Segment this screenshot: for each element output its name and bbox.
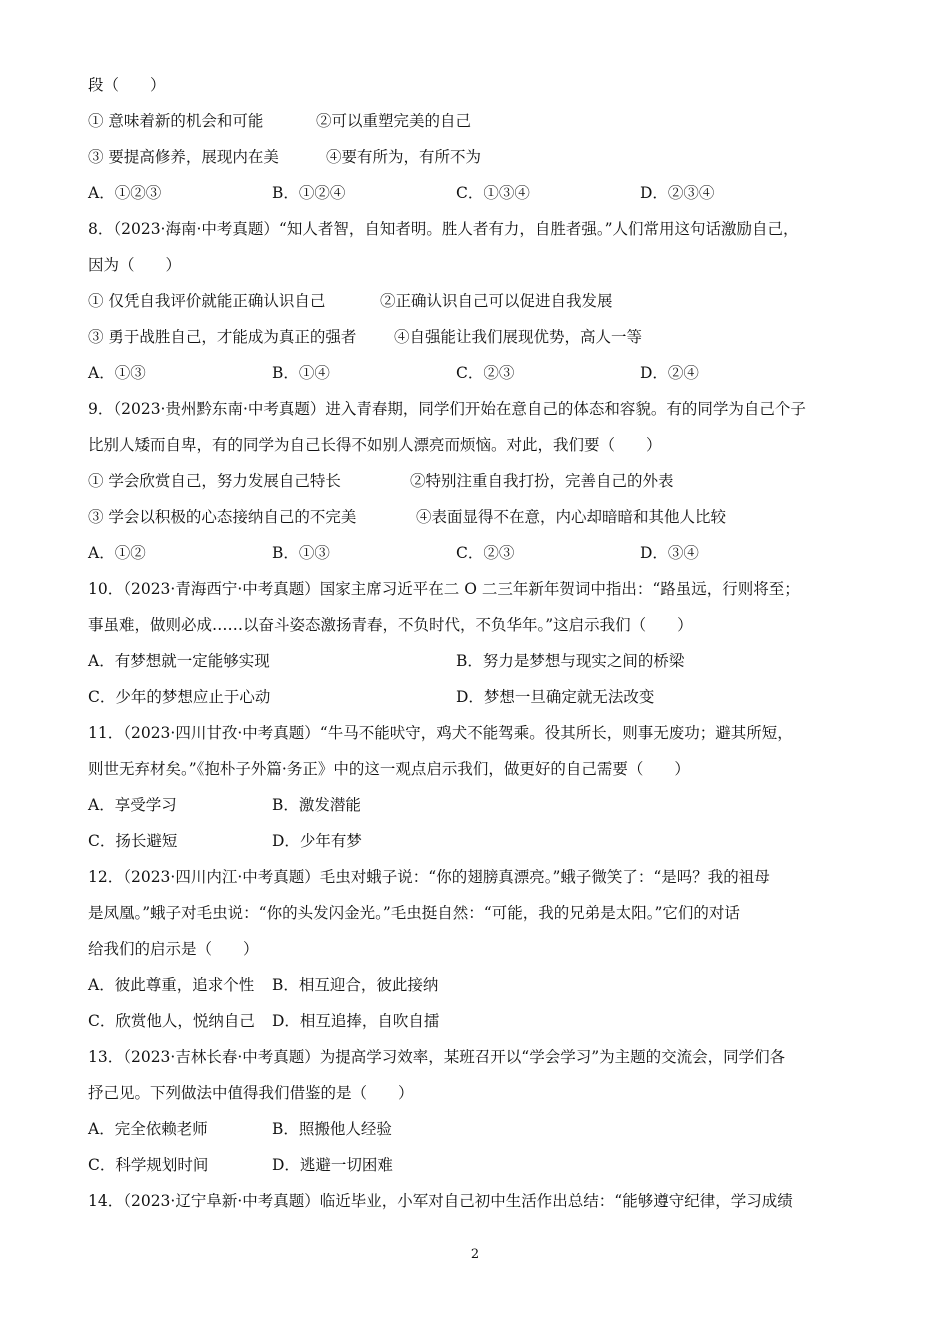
question-12-stem: 12．（2023·四川内江·中考真题）毛虫对蛾子说：“你的翅膀真漂亮。”蛾子微笑了：“是吗？我的祖母 <box>88 868 770 886</box>
option-a: A．有梦想就一定能够实现 <box>88 652 270 670</box>
question-10-stem-cont: 事虽难，做则必成……以奋斗姿态激扬青春，不负时代，不负华年。”这启示我们（ ） <box>88 616 693 634</box>
option-b: B．照搬他人经验 <box>272 1120 392 1138</box>
statement-3: ③ 要提高修养，展现内在美 <box>88 148 279 166</box>
question-13-stem: 13．（2023·吉林长春·中考真题）为提高学习效率，某班召开以“学会学习”为主题的交流会，同学们各 <box>88 1048 786 1066</box>
question-12-stem-cont-2: 给我们的启示是（ ） <box>88 940 259 958</box>
statement-2: ②特别注重自我打扮，完善自己的外表 <box>410 472 674 490</box>
option-c: C．②③ <box>456 364 515 382</box>
statement-1: ① 仅凭自我评价就能正确认识自己 <box>88 292 326 310</box>
question-13-stem-cont: 抒己见。下列做法中值得我们借鉴的是（ ） <box>88 1084 414 1102</box>
question-9-stem: 9．（2023·贵州黔东南·中考真题）进入青春期，同学们开始在意自己的体态和容貌。有的同学为自己个子 <box>88 400 806 418</box>
question-7-stem-end: 段（ ） <box>88 76 166 94</box>
statement-2: ②可以重塑完美的自己 <box>316 112 472 130</box>
question-11-stem-cont: 则世无弃材矣。”《抱朴子外篇·务正》中的这一观点启示我们，做更好的自己需要（ ） <box>88 760 690 778</box>
option-a: A．享受学习 <box>88 796 177 814</box>
option-d: D．②③④ <box>640 184 715 202</box>
option-a: A．完全依赖老师 <box>88 1120 208 1138</box>
option-b: B．努力是梦想与现实之间的桥梁 <box>456 652 685 670</box>
question-8-stem-cont: 因为（ ） <box>88 256 182 274</box>
question-9-stem-cont: 比别人矮而自卑，有的同学为自己长得不如别人漂亮而烦恼。对此，我们要（ ） <box>88 436 662 454</box>
option-d: D．相互追捧，自吹自擂 <box>272 1012 440 1030</box>
question-8-stem: 8．（2023·海南·中考真题）“知人者智，自知者明。胜人者有力，自胜者强。”人们常用这句话激励自己， <box>88 220 799 238</box>
statement-3: ③ 学会以积极的心态接纳自己的不完美 <box>88 508 357 526</box>
option-a: A．彼此尊重，追求个性 <box>88 976 255 994</box>
question-10-stem: 10．（2023·青海西宁·中考真题）国家主席习近平在二 O 二三年新年贺词中指出：“路虽远，行则将至； <box>88 580 800 598</box>
option-d: D．少年有梦 <box>272 832 362 850</box>
statement-3: ③ 勇于战胜自己，才能成为真正的强者 <box>88 328 357 346</box>
option-c: C．欣赏他人，悦纳自己 <box>88 1012 255 1030</box>
option-c: C．扬长避短 <box>88 832 178 850</box>
option-b: B．①③ <box>272 544 330 562</box>
statement-1: ① 学会欣赏自己，努力发展自己特长 <box>88 472 341 490</box>
option-b: B．①④ <box>272 364 330 382</box>
option-b: B．相互迎合，彼此接纳 <box>272 976 439 994</box>
statement-4: ④要有所为，有所不为 <box>326 148 482 166</box>
question-11-stem: 11．（2023·四川甘孜·中考真题）“牛马不能吠守，鸡犬不能驾乘。役其所长，则事无废功；避其所短， <box>88 724 793 742</box>
page-number: 2 <box>470 1247 480 1262</box>
statement-1: ① 意味着新的机会和可能 <box>88 112 264 130</box>
question-12-stem-cont: 是凤凰。”蛾子对毛虫说：“你的头发闪金光。”毛虫挺自然：“可能，我的兄弟是太阳。”它们的对话 <box>88 904 740 922</box>
option-a: A．①③ <box>88 364 146 382</box>
option-c: C．②③ <box>456 544 515 562</box>
statement-2: ②正确认识自己可以促进自我发展 <box>380 292 613 310</box>
option-b: B．激发潜能 <box>272 796 361 814</box>
option-a: A．①②③ <box>88 184 162 202</box>
option-c: C．①③④ <box>456 184 530 202</box>
option-d: D．逃避一切困难 <box>272 1156 393 1174</box>
statement-4: ④自强能让我们展现优势，高人一等 <box>394 328 643 346</box>
option-c: C．科学规划时间 <box>88 1156 209 1174</box>
option-c: C．少年的梦想应止于心动 <box>88 688 271 706</box>
statement-4: ④表面显得不在意，内心却暗暗和其他人比较 <box>416 508 727 526</box>
option-a: A．①② <box>88 544 146 562</box>
option-d: D．梦想一旦确定就无法改变 <box>456 688 655 706</box>
option-b: B．①②④ <box>272 184 346 202</box>
option-d: D．③④ <box>640 544 699 562</box>
question-14-stem: 14．（2023·辽宁阜新·中考真题）临近毕业，小军对自己初中生活作出总结：“能够遵守纪律，学习成绩 <box>88 1192 793 1210</box>
option-d: D．②④ <box>640 364 699 382</box>
